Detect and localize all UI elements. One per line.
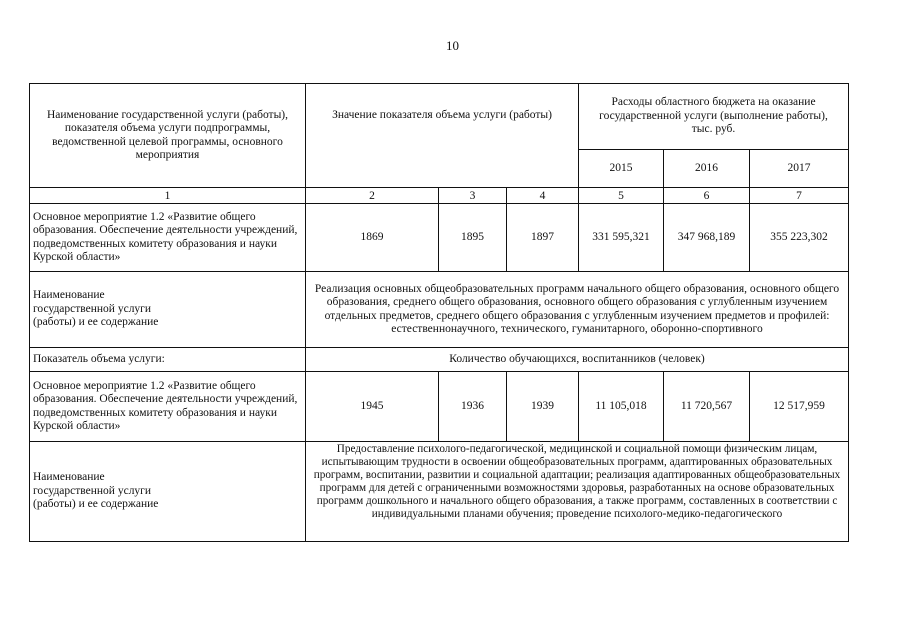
header-volume-label: Значение показателя объема услуги (работы)	[332, 109, 552, 122]
table-row	[30, 204, 849, 272]
expense-2016: 347 968,189	[664, 204, 750, 272]
header-expense-group	[579, 84, 849, 150]
service-label: Наименование государственной услуги (работы) и ее содержание	[30, 442, 306, 542]
expense-2017: 355 223,302	[750, 204, 849, 272]
indicator-content: Количество обучающихся, воспитанников (человек)	[306, 348, 849, 372]
table-row	[30, 442, 849, 542]
year-expense-2017: 2017	[750, 150, 849, 188]
header-expense-label: Расходы областного бюджета на оказание государственной услуги (выполнение работы),	[599, 96, 828, 122]
table-row	[30, 272, 849, 348]
column-number: 2	[306, 188, 439, 204]
page-number: 10	[446, 38, 459, 53]
service-label: Наименование государственной услуги (работы) и ее содержание	[30, 272, 306, 348]
header-name-cell: Наименование государственной услуги (работы), показателя объема услуги подпрограммы, ведомственной целевой программы, основного мероприятия	[30, 84, 306, 188]
volume-2015: 1869	[306, 204, 439, 272]
activity-name: Основное мероприятие 1.2 «Развитие общего образования. Обеспечение деятельности учреждений, подведомственных комитету образования и науки Курской области»	[30, 204, 306, 272]
volume-2016: 1936	[439, 372, 507, 442]
column-number: 3	[439, 188, 507, 204]
expense-2015: 331 595,321	[579, 204, 664, 272]
year-expense-2016: 2016	[664, 150, 750, 188]
expense-2017: 12 517,959	[750, 372, 849, 442]
column-number: 1	[30, 188, 306, 204]
column-number-row	[30, 188, 849, 204]
column-number: 4	[507, 188, 579, 204]
header-row-1	[30, 84, 849, 150]
service-content: Реализация основных общеобразовательных программ начального общего образования, основного общего образования, среднего общего образования, основного общего образования с углубленным изучением отдельных предметов, среднего общего образования с углубленным изучением предметов и профилей: естественнонаучного, технического, гуманитарного, оборонно-спортивного	[306, 272, 849, 348]
expense-2015: 11 105,018	[579, 372, 664, 442]
header-volume-group	[306, 84, 579, 188]
service-content: Предоставление психолого-педагогической, медицинской и социальной помощи физическим лицам, испытывающим трудности в освоении общеобразовательных программ, адаптированных образовательных программ, воспитании, развитии и социальной адаптации; реализация адаптированных общеобразовательных программ для детей с ограниченными возможностями здоровья, разработанных на основе образовательных программ дошкольного и начального общего образования, а также программ, составленных в соответствии с индивидуальными планами обучения; проведение психолого-медико-педагогического	[306, 442, 849, 542]
volume-2017: 1939	[507, 372, 579, 442]
indicator-label: Показатель объема услуги:	[30, 348, 306, 372]
volume-2017: 1897	[507, 204, 579, 272]
table-row	[30, 348, 849, 372]
volume-2015: 1945	[306, 372, 439, 442]
budget-table	[29, 83, 849, 542]
table-row	[30, 372, 849, 442]
activity-name: Основное мероприятие 1.2 «Развитие общего образования. Обеспечение деятельности учреждений, подведомственных комитету образования и науки Курской области»	[30, 372, 306, 442]
column-number: 7	[750, 188, 849, 204]
year-expense-2015: 2015	[579, 150, 664, 188]
column-number: 5	[579, 188, 664, 204]
volume-2016: 1895	[439, 204, 507, 272]
column-number: 6	[664, 188, 750, 204]
header-expense-unit: тыс. руб.	[691, 123, 736, 136]
expense-2016: 11 720,567	[664, 372, 750, 442]
